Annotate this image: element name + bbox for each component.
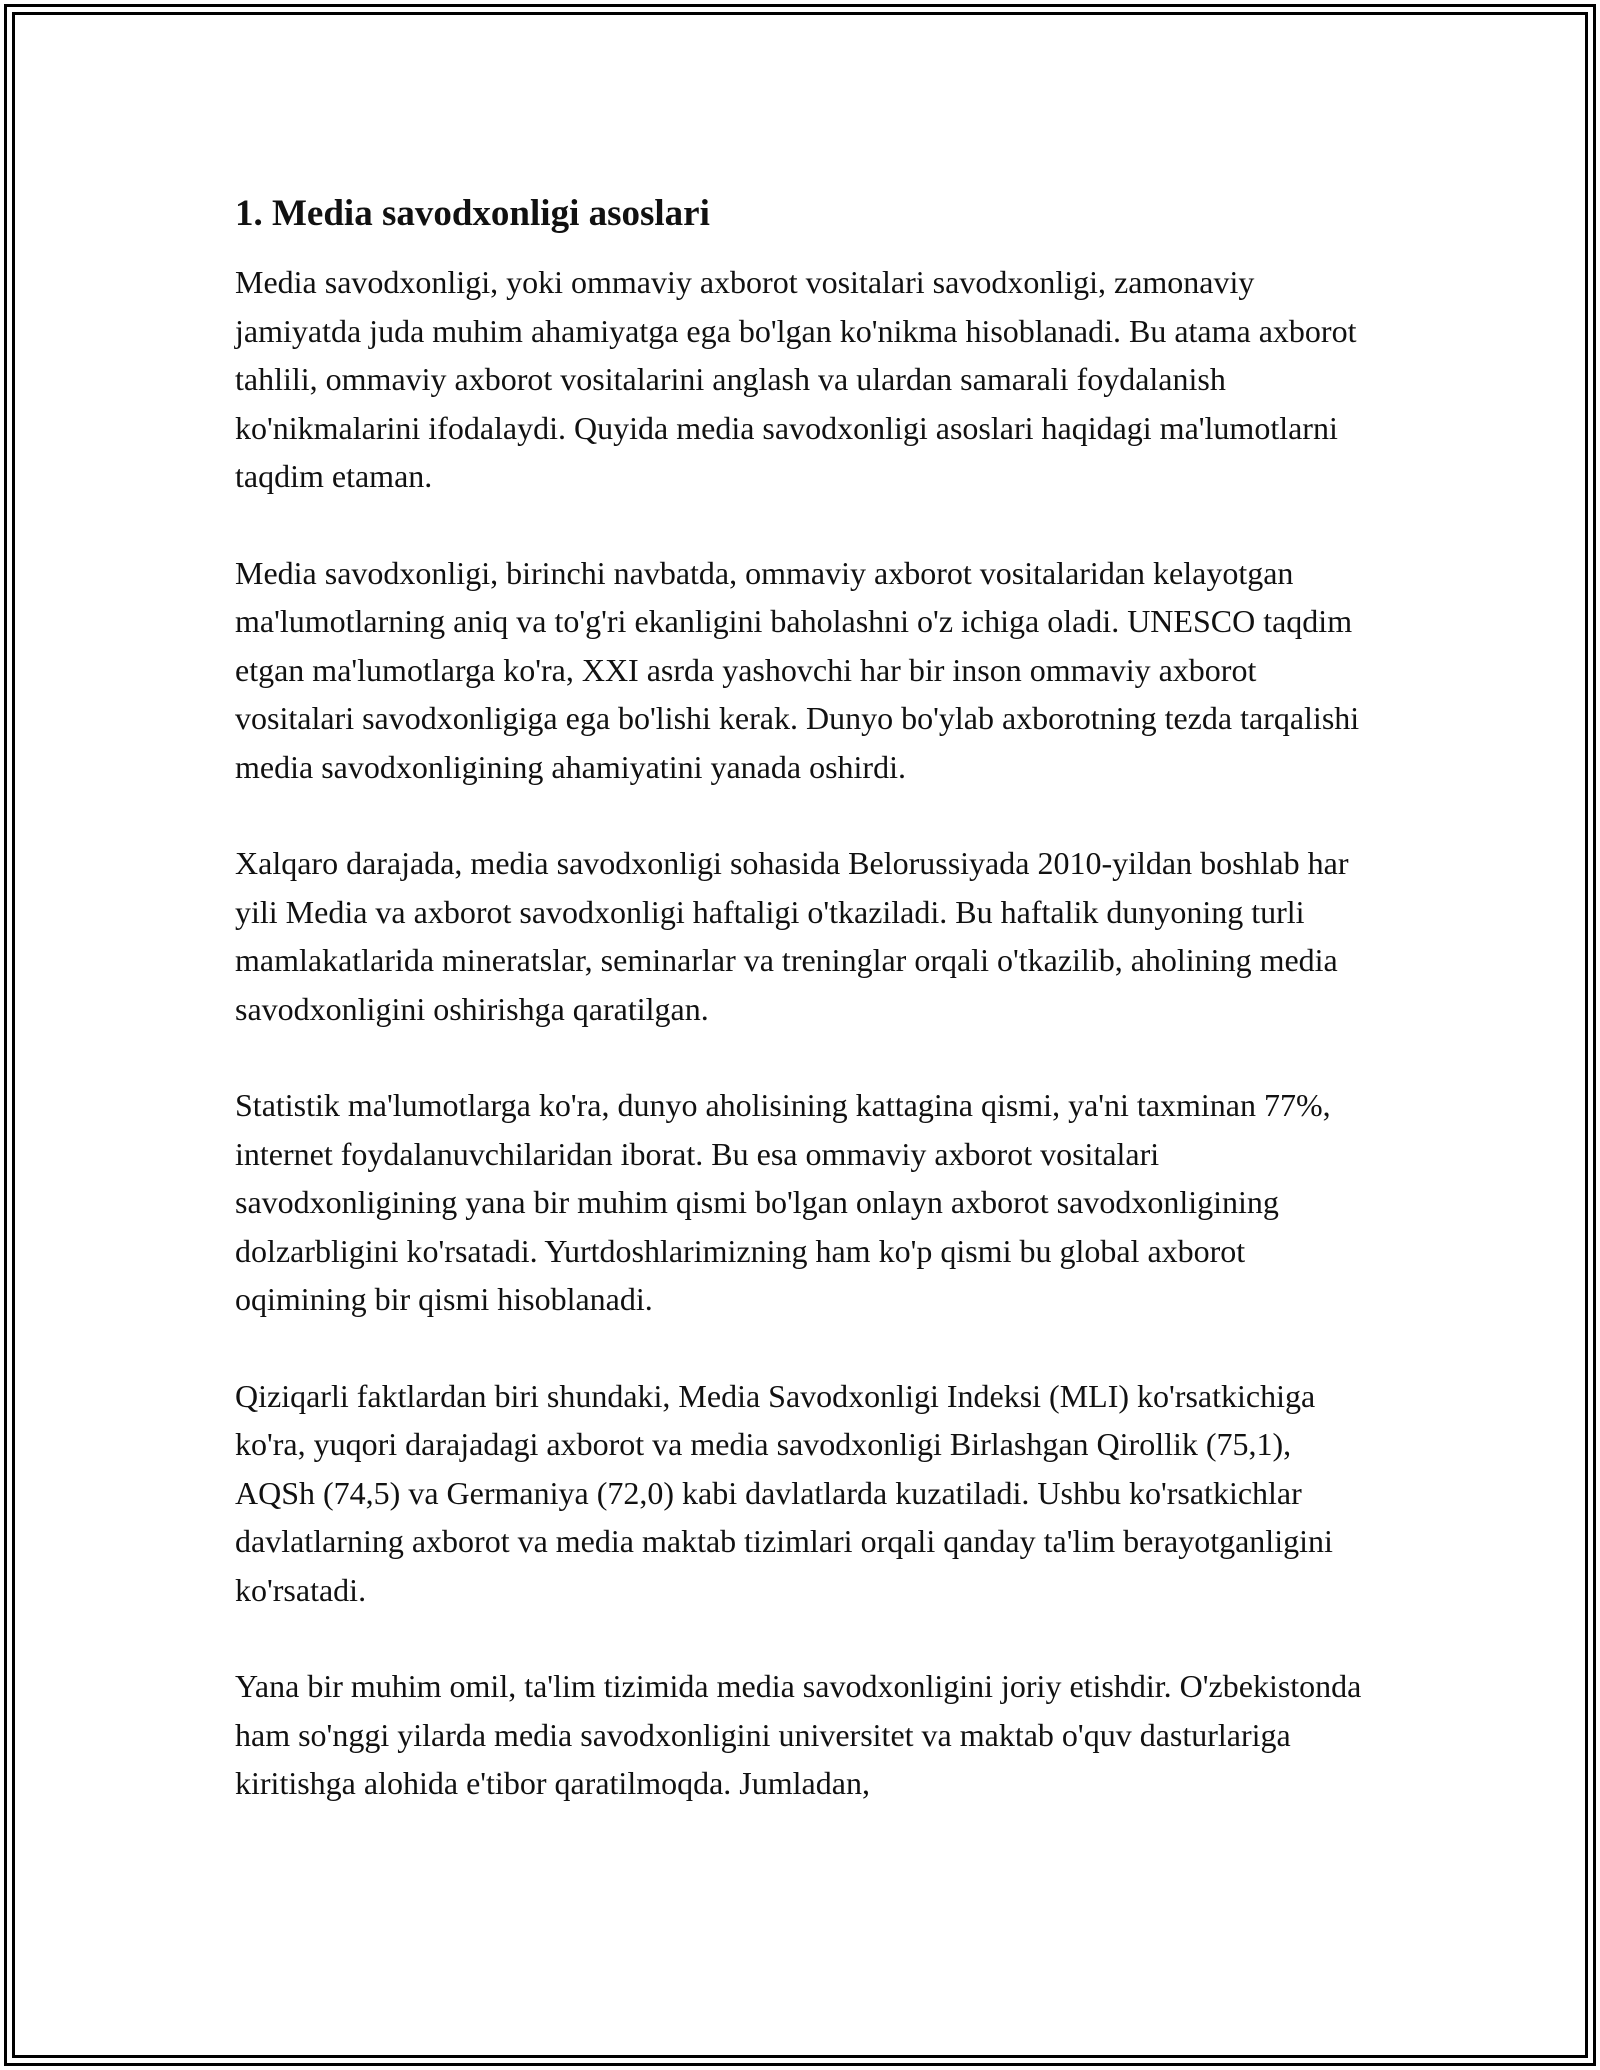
paragraph-international: Xalqaro darajada, media savodxonligi sohasida Belorussiyada 2010-yildan boshlab har yili Media va axborot savodxonligi haftaligi o'tkaziladi. Bu haftalik dunyoning turli mamlakatlarida mineratslar, seminarlar va treninglar orqali o'tkazilib, aholining media savodxonligini oshirishga qaratilgan. (235, 845, 1349, 1027)
document-body (235, 186, 1375, 1856)
paragraph-mli-index: Qiziqarli faktlardan biri shundaki, Media Savodxonligi Indeksi (MLI) ko'rsatkichiga ko'ra, yuqori darajadagi axborot va media savodxonligi Birlashgan Qirollik (75,1), AQSh (74,5) va Germaniya (72,0) kabi davlatlarda kuzatiladi. Ushbu ko'rsatkichlar davlatlarning axborot va media maktab tizimlari orqali qanday ta'lim berayotganligini ko'rsatadi. (235, 1377, 1333, 1608)
paragraph-education: Yana bir muhim omil, ta'lim tizimida media savodxonligini joriy etishdir. O'zbekistonda ham so'nggi yilarda media savodxonligini universitet va maktab o'quv dasturlariga kiritishga alohida e'tibor qaratilmoqda. Jumladan, (235, 1668, 1362, 1801)
section-heading: 1. Media savodxonligi asoslari (235, 193, 710, 234)
paragraph-intro: Media savodxonligi, yoki ommaviy axborot vositalari savodxonligi, zamonaviy jamiyatda juda muhim ahamiyatga ega bo'lgan ko'nikma hisoblanadi. Bu atama axborot tahlili, ommaviy axborot vositalarini anglash va ulardan samarali foydalanish ko'nikmalarini ifodalaydi. Quyida media savodxonligi asoslari haqidagi ma'lumotlarni taqdim etaman. (235, 264, 1357, 494)
paragraph-statistics: Statistik ma'lumotlarga ko'ra, dunyo aholisining kattagina qismi, ya'ni taxminan 77%, internet foydalanuvchilaridan iborat. Bu esa ommaviy axborot vositalari savodxonligining yana bir muhim qismi bo'lgan onlayn axborot savodxonligining dolzarbligini ko'rsatadi. Yurtdoshlarimizning ham ko'p qismi bu global axborot oqimining bir qismi hisoblanadi. (235, 1087, 1331, 1317)
paragraph-unesco: Media savodxonligi, birinchi navbatda, ommaviy axborot vositalaridan kelayotgan ma'lumotlarning aniq va to'g'ri ekanligini baholashni o'z ichiga oladi. UNESCO taqdim etgan ma'lumotlarga ko'ra, XXI asrda yashovchi har bir inson ommaviy axborot vositalari savodxonligiga ega bo'lishi kerak. Dunyo bo'ylab axborotning tezda tarqalishi media savodxonligining ahamiyatini yanada oshirdi. (235, 554, 1360, 785)
